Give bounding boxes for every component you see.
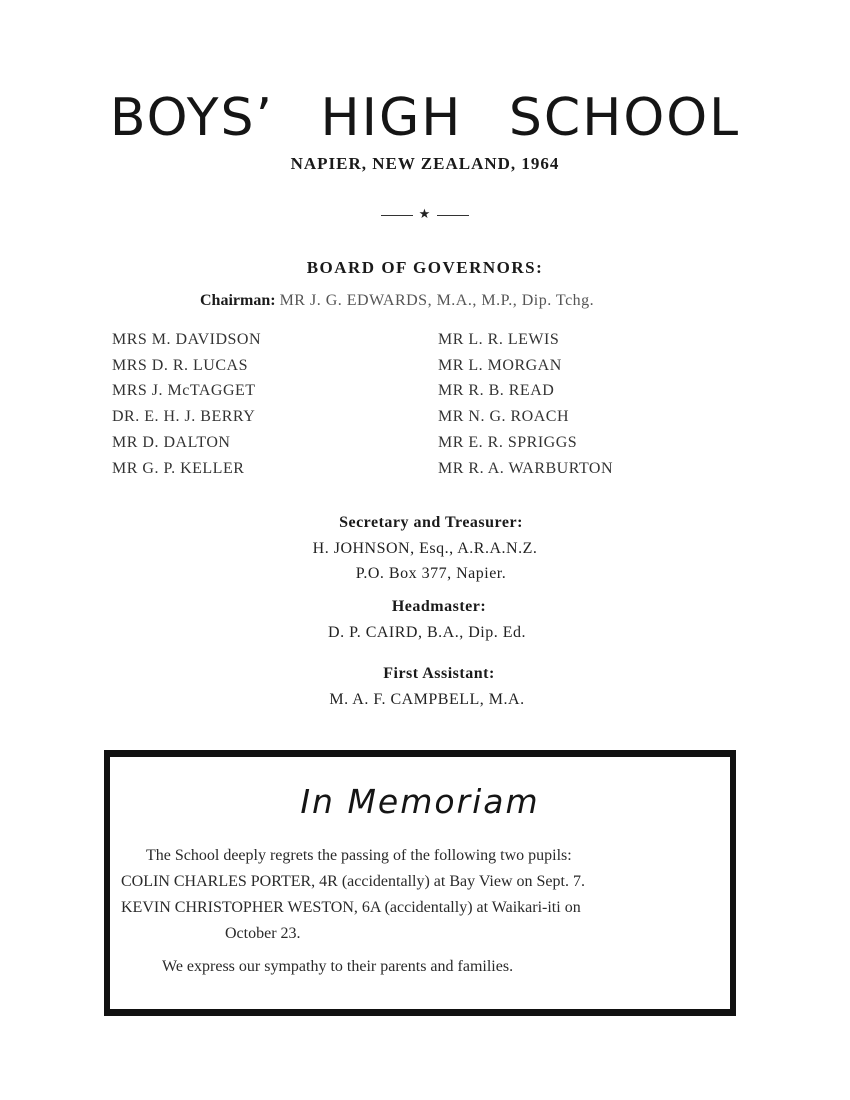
board-member: MR R. A. WARBURTON — [438, 459, 614, 477]
school-title — [0, 88, 850, 148]
secretary-name: H. JOHNSON, Esq., A.R.A.N.Z. — [312, 540, 538, 557]
board-member: MRS D. R. LUCAS — [112, 356, 248, 374]
board-member: MR L. R. LEWIS — [438, 331, 560, 348]
title-word-1: BOYS’ — [109, 88, 274, 148]
board-member: MR E. R. SPRIGGS — [438, 433, 578, 451]
board-member: MR L. MORGAN — [438, 356, 562, 374]
memoriam-line: COLIN CHARLES PORTER, 4R (accidentally) at Bay View on Sept. 7. — [121, 873, 585, 890]
memoriam-line: The School deeply regrets the passing of the following two pupils: — [146, 847, 572, 864]
board-member: MR G. P. KELLER — [112, 459, 245, 477]
divider-line-left — [381, 215, 413, 216]
memoriam-line: KEVIN CHRISTOPHER WESTON, 6A (accidentally) at Waikari-iti on — [121, 899, 581, 916]
school-location-year: NAPIER, NEW ZEALAND, 1964 — [290, 154, 560, 173]
board-members-left — [112, 327, 261, 481]
headmaster-name: D. P. CAIRD, B.A., Dip. Ed. — [328, 624, 526, 641]
divider-line-right — [437, 215, 469, 216]
star-icon: ★ — [418, 206, 432, 221]
first-assistant-label: First Assistant: — [383, 665, 495, 682]
star-divider — [0, 206, 850, 222]
secretary-address: P.O. Box 377, Napier. — [355, 565, 507, 582]
secretary-label: Secretary and Treasurer: — [339, 514, 523, 531]
headmaster-label: Headmaster: — [391, 598, 487, 615]
chairman-label: Chairman: — [200, 292, 276, 309]
title-word-3: SCHOOL — [508, 88, 741, 148]
board-members-right — [438, 327, 613, 481]
chairman-line — [200, 292, 594, 310]
title-word-2: HIGH — [320, 88, 463, 148]
first-assistant-name: M. A. F. CAMPBELL, M.A. — [329, 691, 525, 708]
chairman-name: MR J. G. EDWARDS, M.A., M.P., Dip. Tchg. — [279, 292, 595, 309]
memoriam-title: In Memoriam — [300, 782, 540, 821]
board-member: MRS M. DAVIDSON — [112, 331, 262, 348]
board-member: MRS J. McTAGGET — [112, 382, 256, 400]
board-member: MR D. DALTON — [112, 433, 231, 451]
board-member: DR. E. H. J. BERRY — [112, 408, 256, 426]
memoriam-line: October 23. — [225, 925, 301, 942]
board-member: MR N. G. ROACH — [438, 408, 570, 426]
board-member: MR R. B. READ — [438, 382, 555, 400]
board-heading: BOARD OF GOVERNORS: — [306, 258, 544, 277]
memoriam-line: We express our sympathy to their parents and families. — [162, 958, 514, 975]
